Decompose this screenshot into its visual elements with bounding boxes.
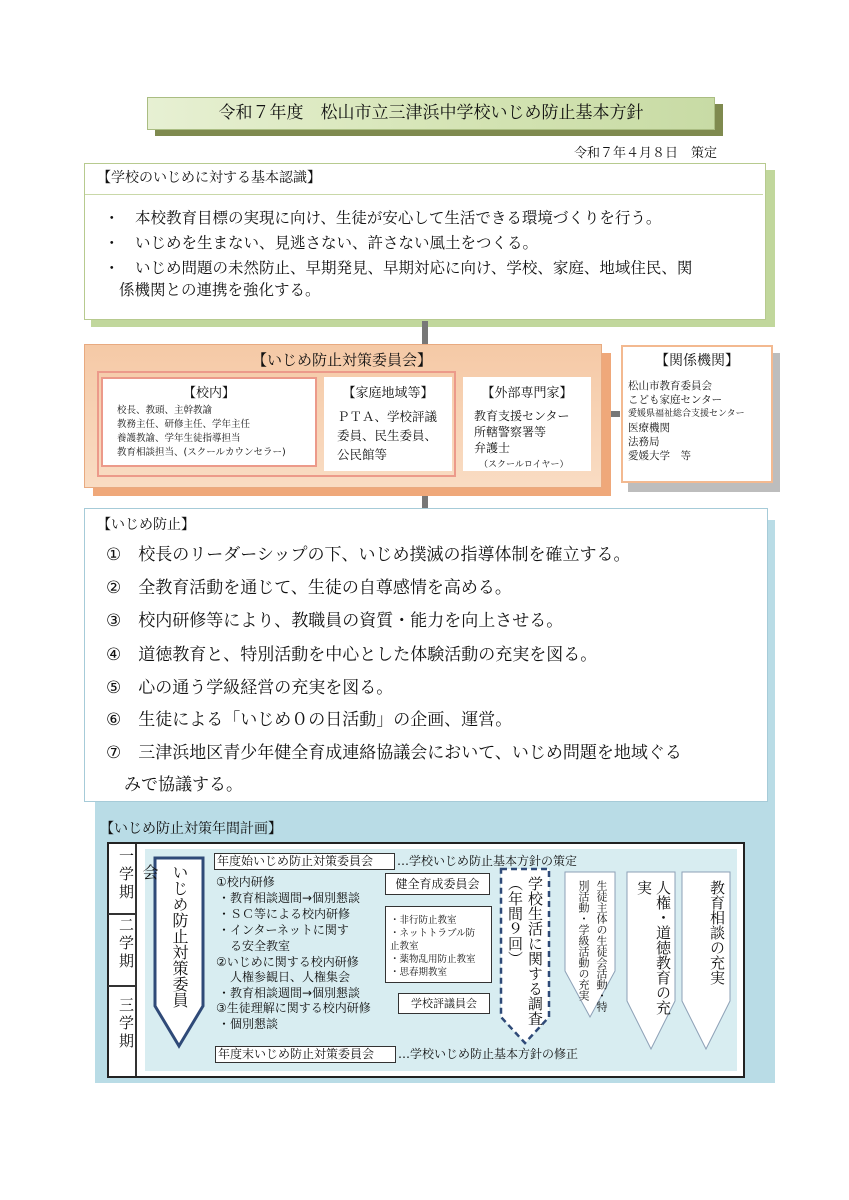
external-note: （スクールロイヤー） xyxy=(479,460,569,470)
activity-item: ・ＳＣ等による校内研修 xyxy=(218,907,351,921)
external-member: 所轄警察署等 xyxy=(474,425,547,439)
school-member: 教育相談担当、(スクールカウンセラー) xyxy=(117,447,286,458)
home-members: ＰＴＡ、学校評議委員、民生委員、公民館等 xyxy=(337,409,438,462)
activity-item: ①校内研修 xyxy=(216,875,275,889)
prevention-item: ④ 道徳教育と、特別活動を中心とした体験活動の充実を図る。 xyxy=(106,645,598,665)
activity-item: る安全教室 xyxy=(218,939,291,953)
class-item: ・薬物乱用防止教室 xyxy=(390,954,476,965)
external-member: 弁護士 xyxy=(474,441,511,455)
start-note: …学校いじめ防止基本方針の策定 xyxy=(397,854,578,868)
related-title: 【関係機関】 xyxy=(655,353,739,369)
connector xyxy=(422,321,428,345)
semester-3: 三学期 xyxy=(117,997,135,1051)
activity-item: ③生徒理解に関する校内研修 xyxy=(216,1001,371,1015)
prevention-title: 【いじめ防止】 xyxy=(97,517,195,533)
plan-title: 【いじめ防止対策年間計画】 xyxy=(100,821,282,837)
prevention-item: ① 校長のリーダーシップの下、いじめ撲滅の指導体制を確立する。 xyxy=(106,545,631,565)
end-note: …学校いじめ防止基本方針の修正 xyxy=(398,1047,579,1061)
external-member: 教育支援センター xyxy=(474,409,570,423)
activity-item: ・教育相談週間→個別懇談 xyxy=(218,891,361,905)
pennant-human-rights-label: 人権・道徳教育の充実 xyxy=(635,880,672,1015)
survey-label: 学校生活に関する調査（年間９回） xyxy=(506,876,544,1026)
school-member: 養護教諭、学年生徒指導担当 xyxy=(117,433,241,444)
school-member: 校長、教頭、主幹教諭 xyxy=(117,405,213,416)
recognition-item: 係機関との連携を強化する。 xyxy=(119,281,321,299)
school-title: 【校内】 xyxy=(182,386,235,401)
prevention-item: ⑦ 三津浜地区青少年健全育成連絡協議会において、いじめ問題を地域ぐる xyxy=(106,743,682,763)
ikusei-committee-box: 健全育成委員会 xyxy=(385,873,490,895)
activity-item: 人権参観日、人権集会 xyxy=(218,970,351,984)
related-member: 医療機関 xyxy=(628,422,670,434)
end-committee-box: 年度末いじめ防止対策委員会 xyxy=(215,1046,396,1063)
class-item: ・ネットトラブル防 xyxy=(390,928,476,939)
semester-divider xyxy=(108,985,137,987)
activity-item: ・個別懇談 xyxy=(218,1017,279,1031)
semester-2: 二学期 xyxy=(117,917,135,971)
committee-arrow-label: いじめ防止対策委員会 xyxy=(140,864,189,1008)
prevention-item: ⑤ 心の通う学級経営の充実を図る。 xyxy=(106,678,394,698)
related-member: 愛媛大学 等 xyxy=(628,450,691,462)
prevention-item: ③ 校内研修等により、教職員の資質・能力を向上させる。 xyxy=(106,611,564,631)
class-item: ・非行防止教室 xyxy=(390,915,457,926)
recognition-title: 【学校のいじめに対する基本認識】 xyxy=(97,170,321,186)
related-member: 法務局 xyxy=(628,436,660,448)
activity-item: ・教育相談週間→個別懇談 xyxy=(218,986,361,1000)
class-item: 止教室 xyxy=(390,941,419,952)
class-item: ・思春期教室 xyxy=(390,967,448,978)
semester-1: 一学期 xyxy=(117,848,135,902)
school-member: 教務主任、研修主任、学年主任 xyxy=(117,419,251,430)
start-committee-box: 年度始いじめ防止対策委員会 xyxy=(214,853,395,870)
pennant-counseling-label: 教育相談の充実 xyxy=(708,880,726,985)
activity-item: ・インターネットに関す xyxy=(218,923,349,937)
semester-divider xyxy=(108,913,137,915)
recognition-item: ・ いじめ問題の未然防止、早期発見、早期対応に向け、学校、家庭、地域住民、関 xyxy=(104,259,693,277)
related-member: 愛媛県福祉総合支援センター xyxy=(628,409,745,419)
pennant-student-activity-label: 生徒主体の生徒会活動・特別活動・学級活動の充実 xyxy=(577,880,608,1012)
external-title: 【外部専門家】 xyxy=(481,386,573,401)
prevention-item: ⑥ 生徒による「いじめ０の日活動」の企画、運営。 xyxy=(106,710,513,730)
divider xyxy=(85,194,763,195)
recognition-item: ・ いじめを生まない、見逃さない、許さない風土をつくる。 xyxy=(104,234,539,252)
committee-title: 【いじめ防止対策委員会】 xyxy=(251,351,432,369)
recognition-item: ・ 本校教育目標の実現に向け、生徒が安心して生活できる環境づくりを行う。 xyxy=(104,209,662,227)
hyogi-committee-box: 学校評議員会 xyxy=(398,993,490,1014)
prevention-item: ② 全教育活動を通じて、生徒の自尊感情を高める。 xyxy=(106,578,512,598)
related-member: こども家庭センター xyxy=(628,394,723,406)
page-title: 令和７年度 松山市立三津浜中学校いじめ防止基本方針 xyxy=(147,97,715,130)
adoption-date: 令和７年４月８日 策定 xyxy=(574,146,718,161)
prevention-item: みで協議する。 xyxy=(124,775,243,795)
related-member: 松山市教育委員会 xyxy=(628,380,712,392)
activity-item: ②いじめに関する校内研修 xyxy=(216,955,359,969)
home-title: 【家庭地域等】 xyxy=(342,386,434,401)
